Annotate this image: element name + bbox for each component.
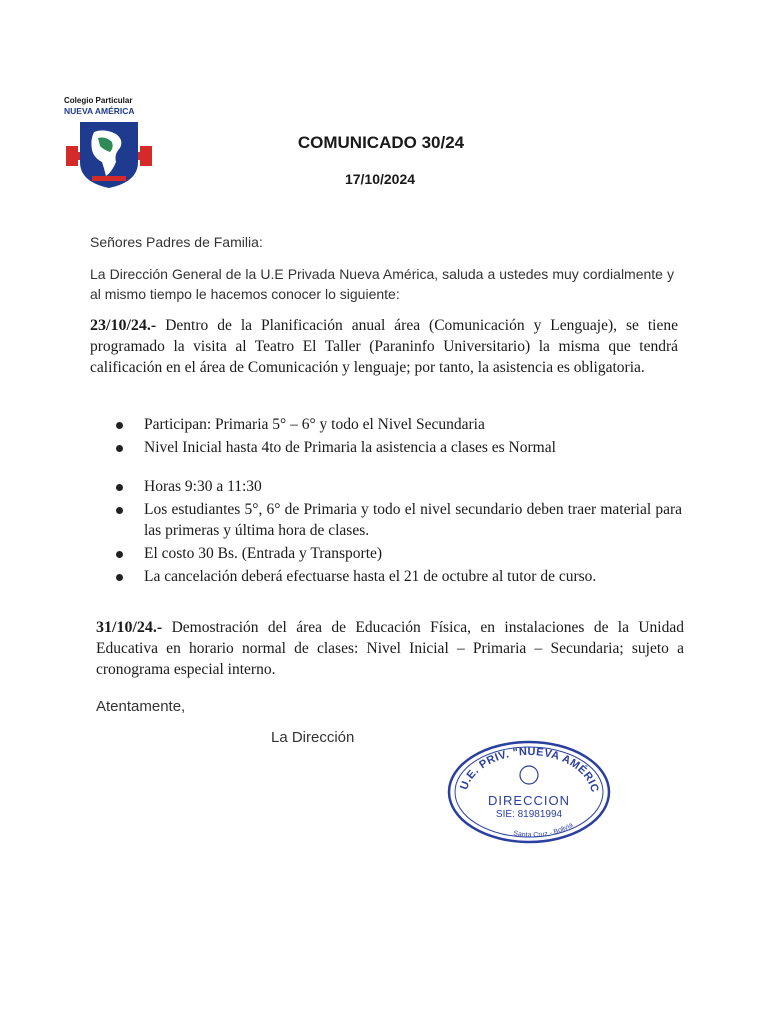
document-date	[0, 171, 768, 187]
bullet-icon	[116, 551, 123, 558]
list-item	[114, 437, 674, 458]
date-text: 17/10/2024	[344, 171, 416, 187]
bullet-list-1	[114, 414, 674, 460]
bullet-icon	[116, 484, 123, 491]
list-item-text: Los estudiantes 5°, 6° de Primaria y todo el nivel secundario deben traer material para las primeras y última hora de clases.	[144, 501, 682, 539]
list-item	[114, 476, 682, 497]
list-item	[114, 566, 682, 587]
signature: La Dirección	[271, 729, 355, 746]
stamp-emblem-icon	[520, 766, 538, 784]
list-item	[114, 499, 682, 541]
item2-text: Demostración del área de Educación Física, en instalaciones de la Unidad Educativa en horario normal de clases: Nivel Inicial – Primaria – Secundaria; sujeto a cronograma especial interno.	[96, 619, 684, 678]
bullet-list-2	[114, 476, 682, 589]
stamp-center-text: DIRECCION	[488, 793, 570, 808]
school-name	[64, 96, 135, 116]
list-item-text: El costo 30 Bs. (Entrada y Transporte)	[144, 545, 383, 562]
stamp-arc-text: U.E. PRIV. "NUEVA AMÉRIC	[458, 745, 601, 795]
list-item	[114, 543, 682, 564]
item2-date: 31/10/24.-	[96, 619, 163, 636]
stamp-sie-text: SIE: 81981994	[495, 809, 563, 820]
official-stamp	[444, 735, 614, 850]
bullet-icon	[116, 507, 123, 514]
title-text: COMUNICADO 30/24	[297, 133, 465, 152]
item-paragraph-2	[96, 617, 684, 680]
school-name-line1: Colegio Particular	[64, 96, 133, 105]
list-item-text: Horas 9:30 a 11:30	[144, 478, 262, 495]
list-item-text: La cancelación deberá efectuarse hasta el 21 de octubre al tutor de curso.	[144, 568, 597, 585]
bullet-icon	[116, 445, 123, 452]
item1-text: Dentro de la Planificación anual área (Comunicación y Lenguaje), se tiene programado la visita al Teatro El Taller (Paraninfo Universitario) la misma que tendrá calificación en el área de Comunicación y lenguaje; por tanto, la asistencia es obligatoria.	[90, 317, 678, 376]
bullet-icon	[116, 574, 123, 581]
item-paragraph-1	[90, 315, 678, 378]
page-title	[0, 133, 768, 153]
closing: Atentamente,	[96, 698, 186, 715]
intro-paragraph: La Dirección General de la U.E Privada Nueva América, saluda a ustedes muy cordialmente y al mismo tiempo le hacemos conocer lo siguiente:	[90, 266, 674, 302]
item1-date: 23/10/24.-	[90, 317, 157, 334]
stamp-bottom-text: Santa Cruz - Bolivia	[512, 821, 575, 840]
bullet-icon	[116, 422, 123, 429]
list-item-text: Nivel Inicial hasta 4to de Primaria la asistencia a clases es Normal	[144, 439, 556, 456]
svg-text:U.E. PRIV. "NUEVA AMÉRICA"	[444, 735, 601, 794]
list-item	[114, 414, 674, 435]
list-item-text: Participan: Primaria 5° – 6° y todo el Nivel Secundaria	[144, 416, 485, 433]
school-name-line2: NUEVA AMÉRICA	[64, 106, 135, 116]
greeting: Señores Padres de Familia:	[90, 234, 263, 250]
